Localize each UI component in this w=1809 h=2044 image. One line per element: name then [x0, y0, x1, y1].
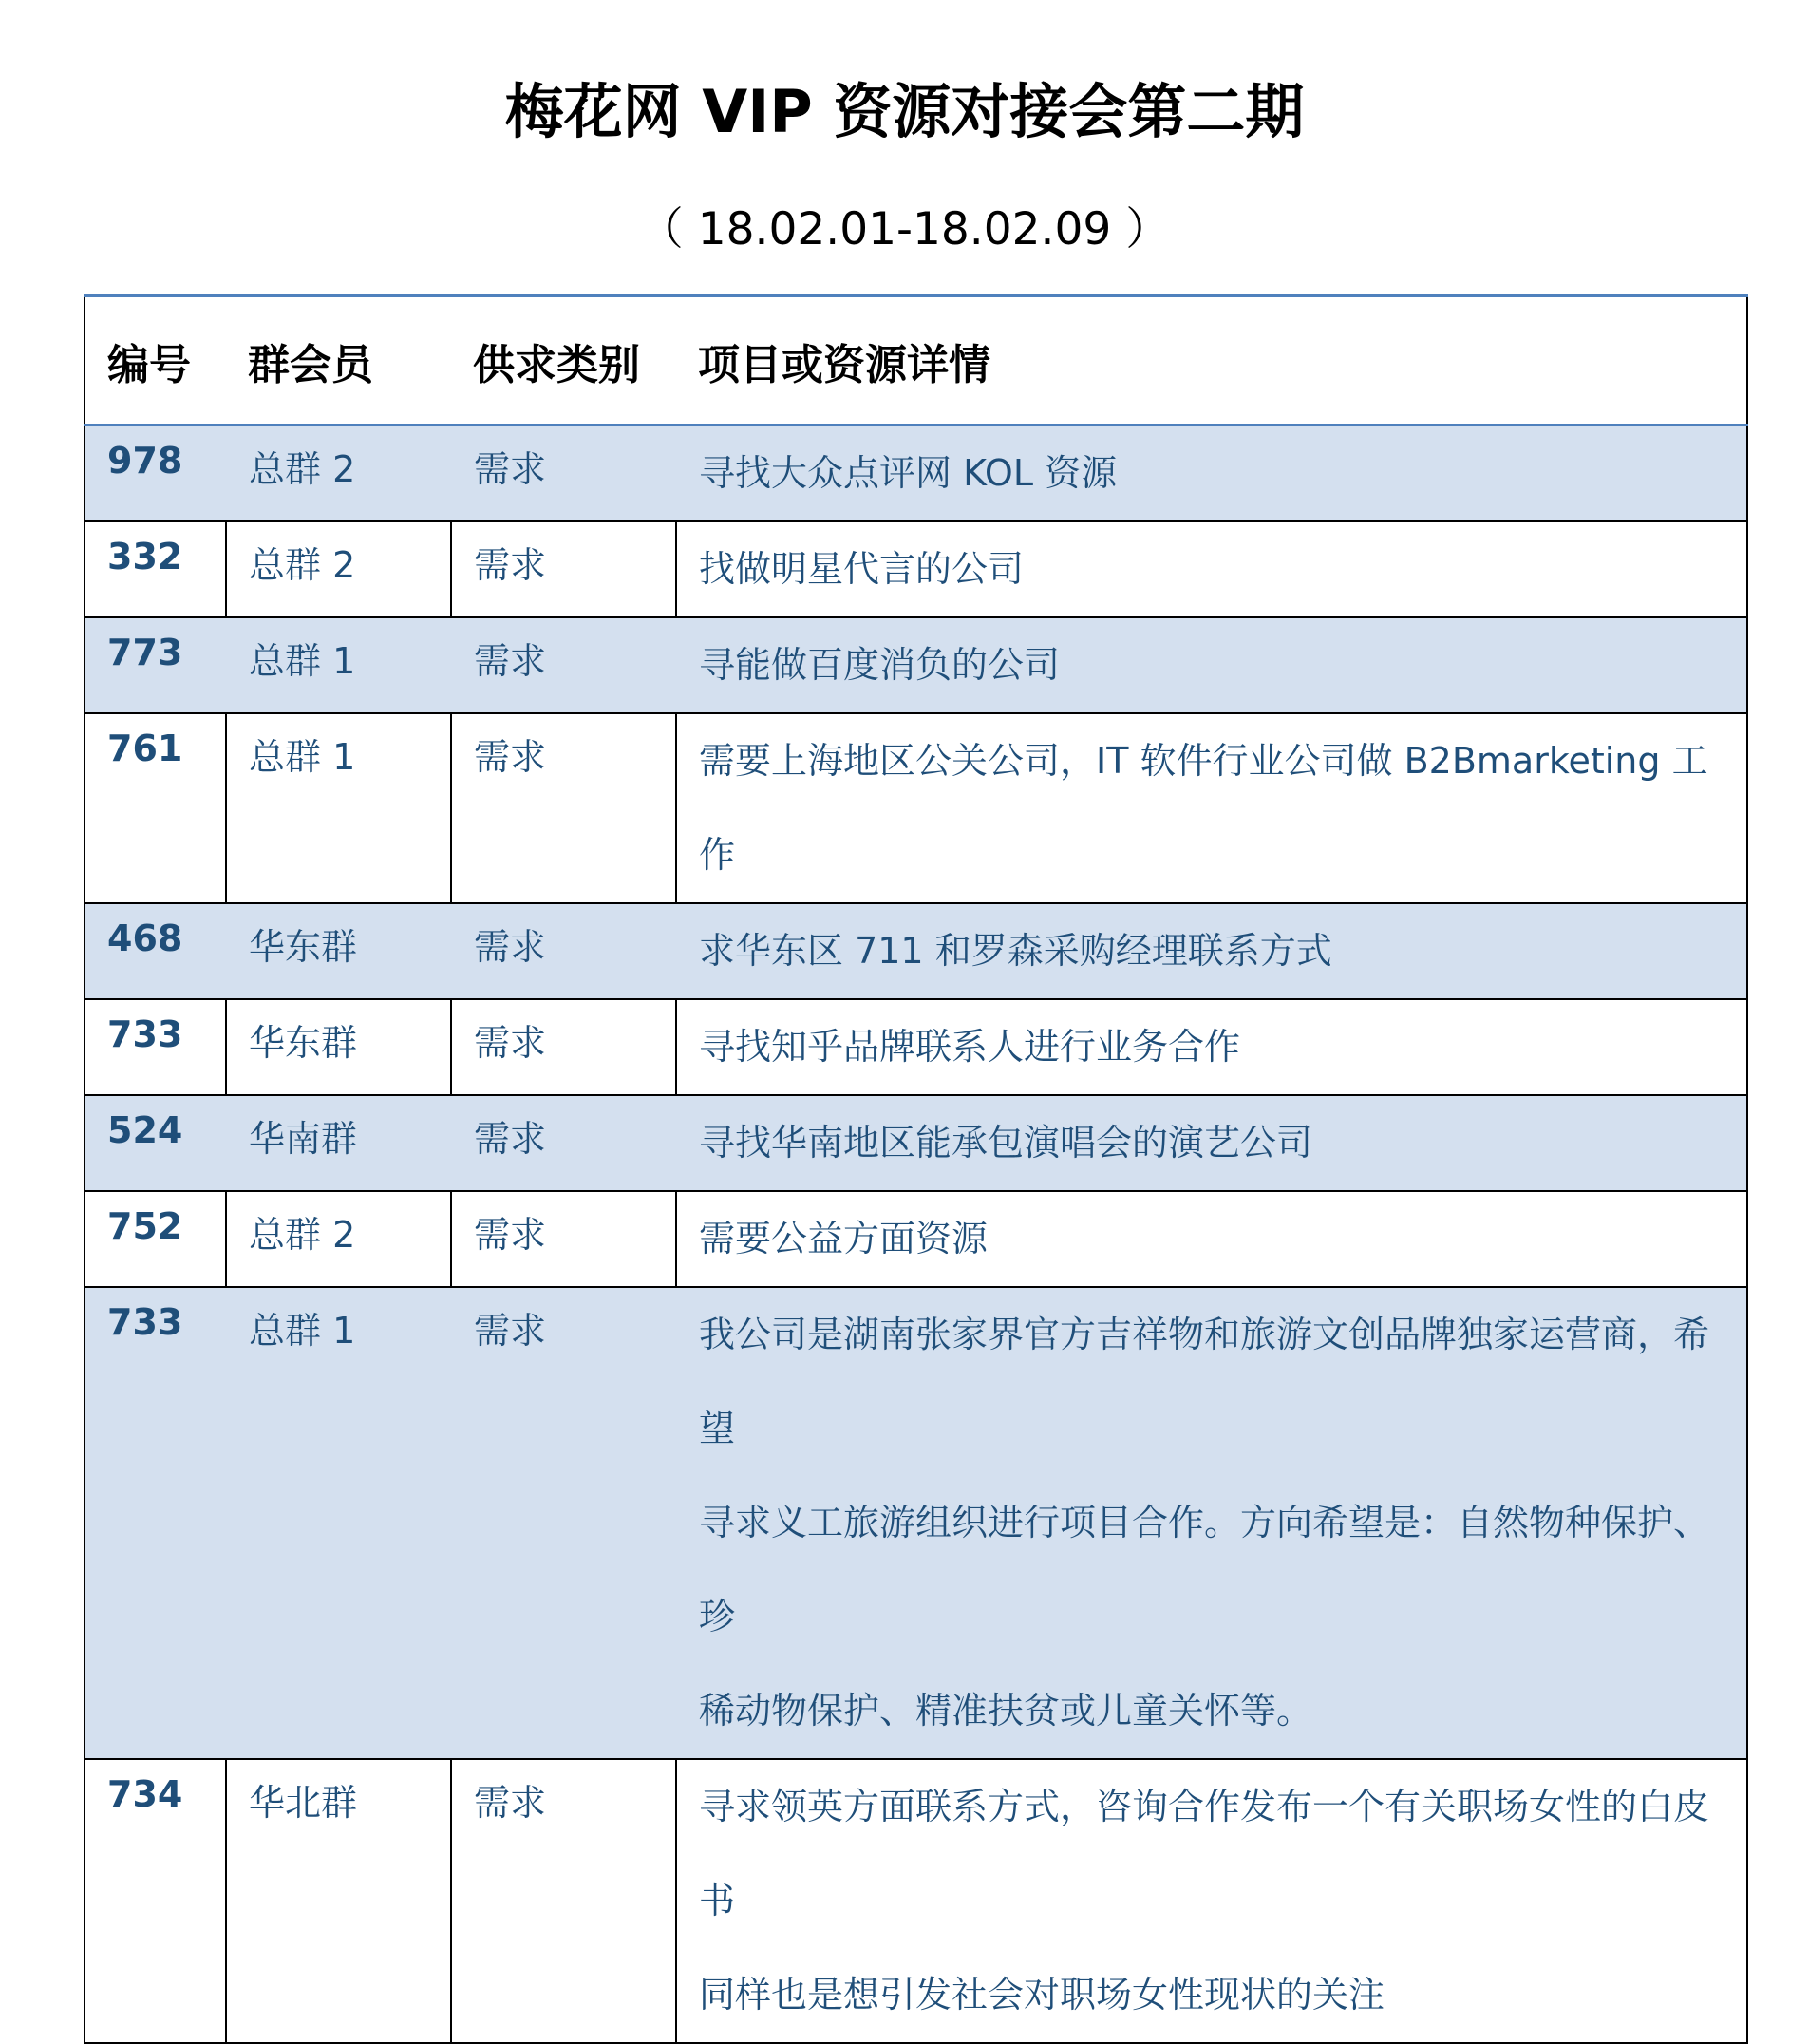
row-detail [676, 903, 1747, 999]
row-type: 需求 [451, 1095, 676, 1191]
row-type: 需求 [451, 1287, 676, 1759]
row-type: 需求 [451, 521, 676, 617]
row-detail-line: 找做明星代言的公司 [699, 548, 1025, 590]
row-group: 总群 1 [226, 713, 451, 903]
row-id: 978 [85, 426, 226, 522]
row-type: 需求 [451, 1759, 676, 2043]
row-detail [676, 1287, 1747, 1759]
row-group: 华东群 [226, 903, 451, 999]
row-id: 332 [85, 521, 226, 617]
table-row [85, 1759, 1747, 2043]
row-detail-line: 寻找大众点评网 KOL 资源 [699, 452, 1118, 494]
row-id: 733 [85, 1287, 226, 1759]
table-row [85, 1287, 1747, 1759]
row-group: 华北群 [226, 1759, 451, 2043]
row-detail-line: 我公司是湖南张家界官方吉祥物和旅游文创品牌独家运营商，希望 [699, 1314, 1710, 1449]
table-row [85, 617, 1747, 713]
row-detail [676, 617, 1747, 713]
row-type: 需求 [451, 903, 676, 999]
row-detail-line: 寻能做百度消负的公司 [699, 644, 1061, 686]
row-detail [676, 1095, 1747, 1191]
header-group: 群会员 [226, 296, 451, 426]
table-row [85, 426, 1747, 522]
row-detail-line: 同样也是想引发社会对职场女性现状的关注 [699, 1974, 1385, 2016]
header-id: 编号 [85, 296, 226, 426]
row-detail-line: 寻找知乎品牌联系人进行业务合作 [699, 1026, 1241, 1068]
row-type: 需求 [451, 617, 676, 713]
row-id: 773 [85, 617, 226, 713]
header-type: 供求类别 [451, 296, 676, 426]
table-row [85, 999, 1747, 1095]
row-id: 733 [85, 999, 226, 1095]
row-detail [676, 999, 1747, 1095]
row-id: 734 [85, 1759, 226, 2043]
row-group: 华东群 [226, 999, 451, 1095]
table-header-row [85, 296, 1747, 426]
row-id: 761 [85, 713, 226, 903]
row-detail [676, 426, 1747, 522]
row-group: 华南群 [226, 1095, 451, 1191]
row-detail-line: 稀动物保护、精准扶贫或儿童关怀等。 [699, 1690, 1313, 1732]
row-detail-line: 求华东区 711 和罗森采购经理联系方式 [699, 930, 1332, 972]
row-id: 468 [85, 903, 226, 999]
row-group: 总群 2 [226, 426, 451, 522]
row-type: 需求 [451, 713, 676, 903]
row-type: 需求 [451, 999, 676, 1095]
row-id: 752 [85, 1191, 226, 1287]
row-detail-line: 寻找华南地区能承包演唱会的演艺公司 [699, 1122, 1313, 1164]
date-range-subtitle: （ 18.02.01-18.02.09 ） [638, 203, 1171, 256]
header-detail: 项目或资源详情 [676, 296, 1747, 426]
row-detail [676, 1759, 1747, 2043]
document-title: 梅花网 VIP 资源对接会第二期 [504, 77, 1305, 146]
row-detail-line: 寻求义工旅游组织进行项目合作。方向希望是：自然物种保护、珍 [699, 1502, 1710, 1637]
table-row [85, 1095, 1747, 1191]
row-detail-line: 需要公益方面资源 [699, 1218, 989, 1259]
row-detail-line: 寻求领英方面联系方式，咨询合作发布一个有关职场女性的白皮书 [699, 1786, 1710, 1921]
table-row [85, 713, 1747, 903]
resource-table [84, 294, 1748, 2044]
table-row [85, 903, 1747, 999]
row-group: 总群 2 [226, 521, 451, 617]
row-id: 524 [85, 1095, 226, 1191]
row-group: 总群 1 [226, 1287, 451, 1759]
table-row [85, 521, 1747, 617]
table-row [85, 1191, 1747, 1287]
row-type: 需求 [451, 1191, 676, 1287]
row-detail [676, 521, 1747, 617]
row-detail [676, 1191, 1747, 1287]
row-detail [676, 713, 1747, 903]
row-type: 需求 [451, 426, 676, 522]
row-detail-line: 需要上海地区公关公司，IT 软件行业公司做 B2Bmarketing 工作 [699, 740, 1708, 876]
row-group: 总群 1 [226, 617, 451, 713]
row-group: 总群 2 [226, 1191, 451, 1287]
